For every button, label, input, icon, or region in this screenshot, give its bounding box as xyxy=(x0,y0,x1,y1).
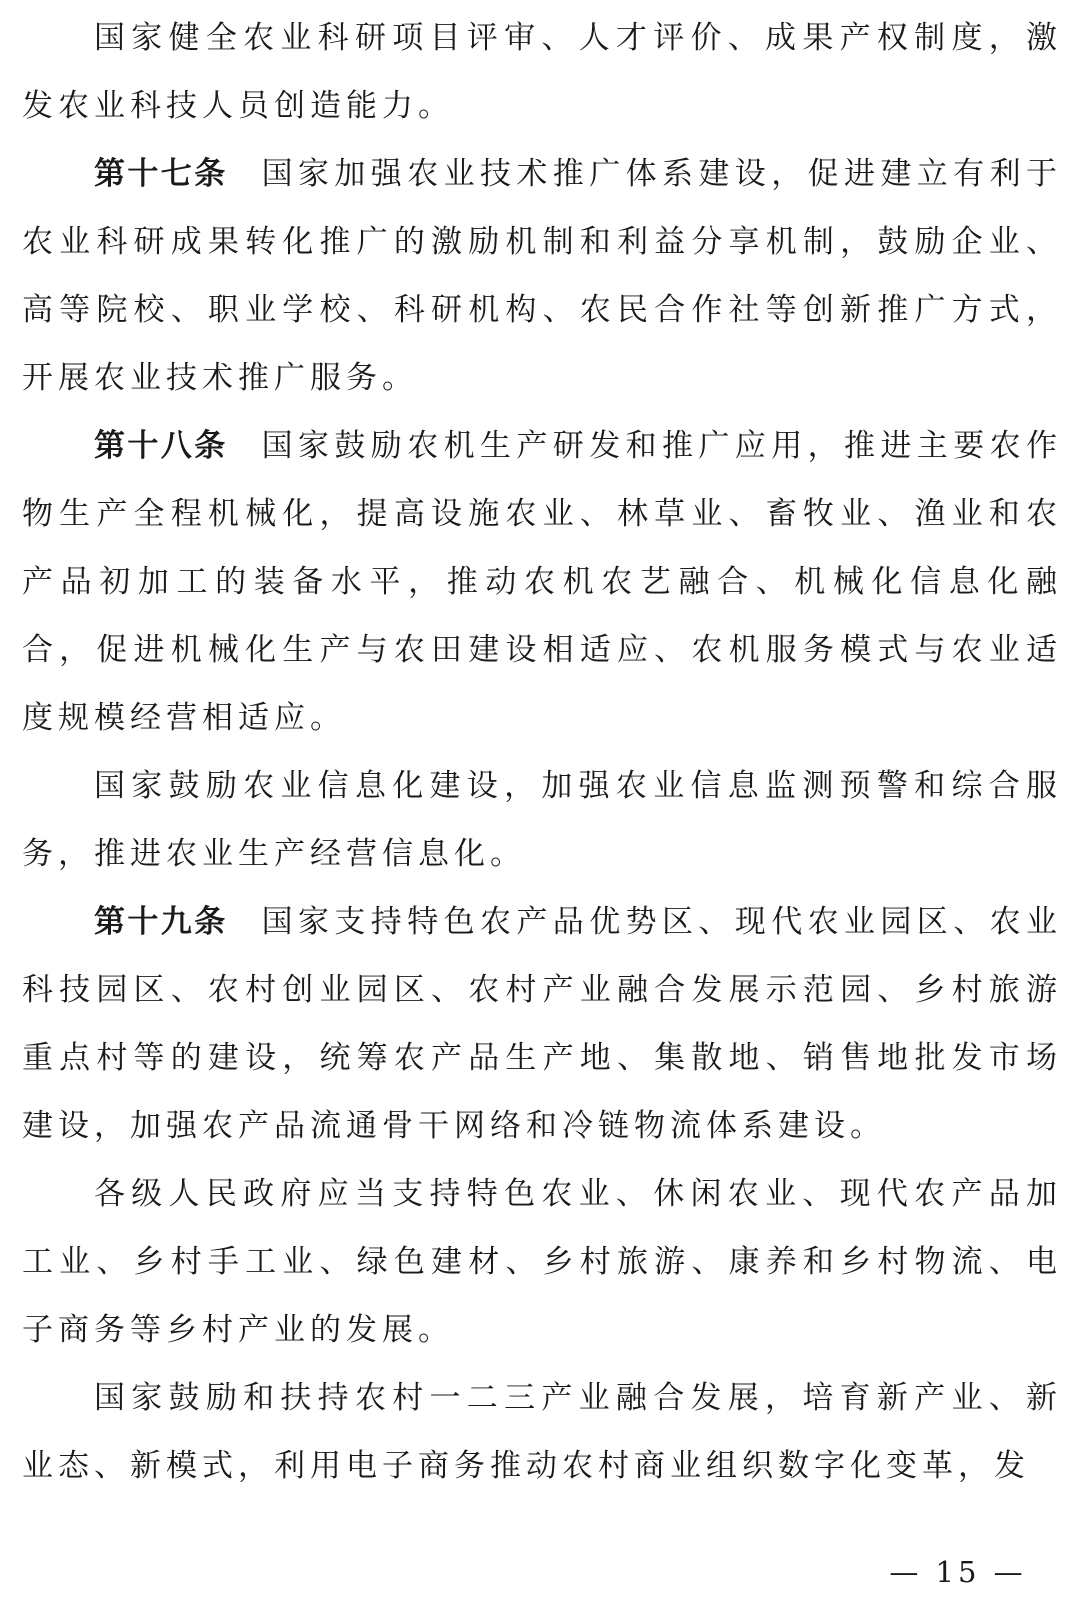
article-number: 第十七条 xyxy=(94,156,228,192)
paragraph-text: 国家鼓励农机生产研发和推广应用，推进主要农作物生产全程机械化，提高设施农业、林草业、畜牧业、渔业和农产品初加工的装备水平，推动农机农艺融合、机械化信息化融合，促进机械化生产与农田建设相适应、农机服务模式与农业适度规模经营相适应。 xyxy=(22,428,1063,736)
paragraph-text: 国家支持特色农产品优势区、现代农业园区、农业科技园区、农村创业园区、农村产业融合发展示范园、乡村旅游重点村等的建设，统筹农产品生产地、集散地、销售地批发市场建设，加强农产品流通骨干网络和冷链物流体系建设。 xyxy=(22,904,1063,1144)
article-number: 第十九条 xyxy=(94,904,228,940)
paragraph-industry-integration xyxy=(22,1364,1062,1500)
paragraph-1 xyxy=(22,4,1062,140)
page-number: — 15 — xyxy=(889,1555,1027,1589)
article-19-paragraph xyxy=(22,888,1062,1160)
paragraph-rural-industries xyxy=(22,1160,1062,1364)
paragraph-text: 国家加强农业技术推广体系建设，促进建立有利于农业科研成果转化推广的激励机制和利益分享机制，鼓励企业、高等院校、职业学校、科研机构、农民合作社等创新推广方式，开展农业技术推广服务。 xyxy=(22,156,1063,396)
paragraph-text: 国家鼓励农业信息化建设，加强农业信息监测预警和综合服务，推进农业生产经营信息化。 xyxy=(22,768,1062,872)
paragraph-informatization xyxy=(22,752,1062,888)
paragraph-text: 各级人民政府应当支持特色农业、休闲农业、现代农产品加工业、乡村手工业、绿色建材、乡村旅游、康养和乡村物流、电子商务等乡村产业的发展。 xyxy=(22,1176,1062,1348)
paragraph-text: 国家健全农业科研项目评审、人才评价、成果产权制度，激发农业科技人员创造能力。 xyxy=(22,20,1062,124)
article-number: 第十八条 xyxy=(94,428,228,464)
body-text xyxy=(22,4,1062,1500)
article-18-paragraph xyxy=(22,412,1062,752)
article-17-paragraph xyxy=(22,140,1062,412)
paragraph-text: 国家鼓励和扶持农村一二三产业融合发展，培育新产业、新业态、新模式，利用电子商务推动农村商业组织数字化变革，发 xyxy=(22,1380,1062,1484)
